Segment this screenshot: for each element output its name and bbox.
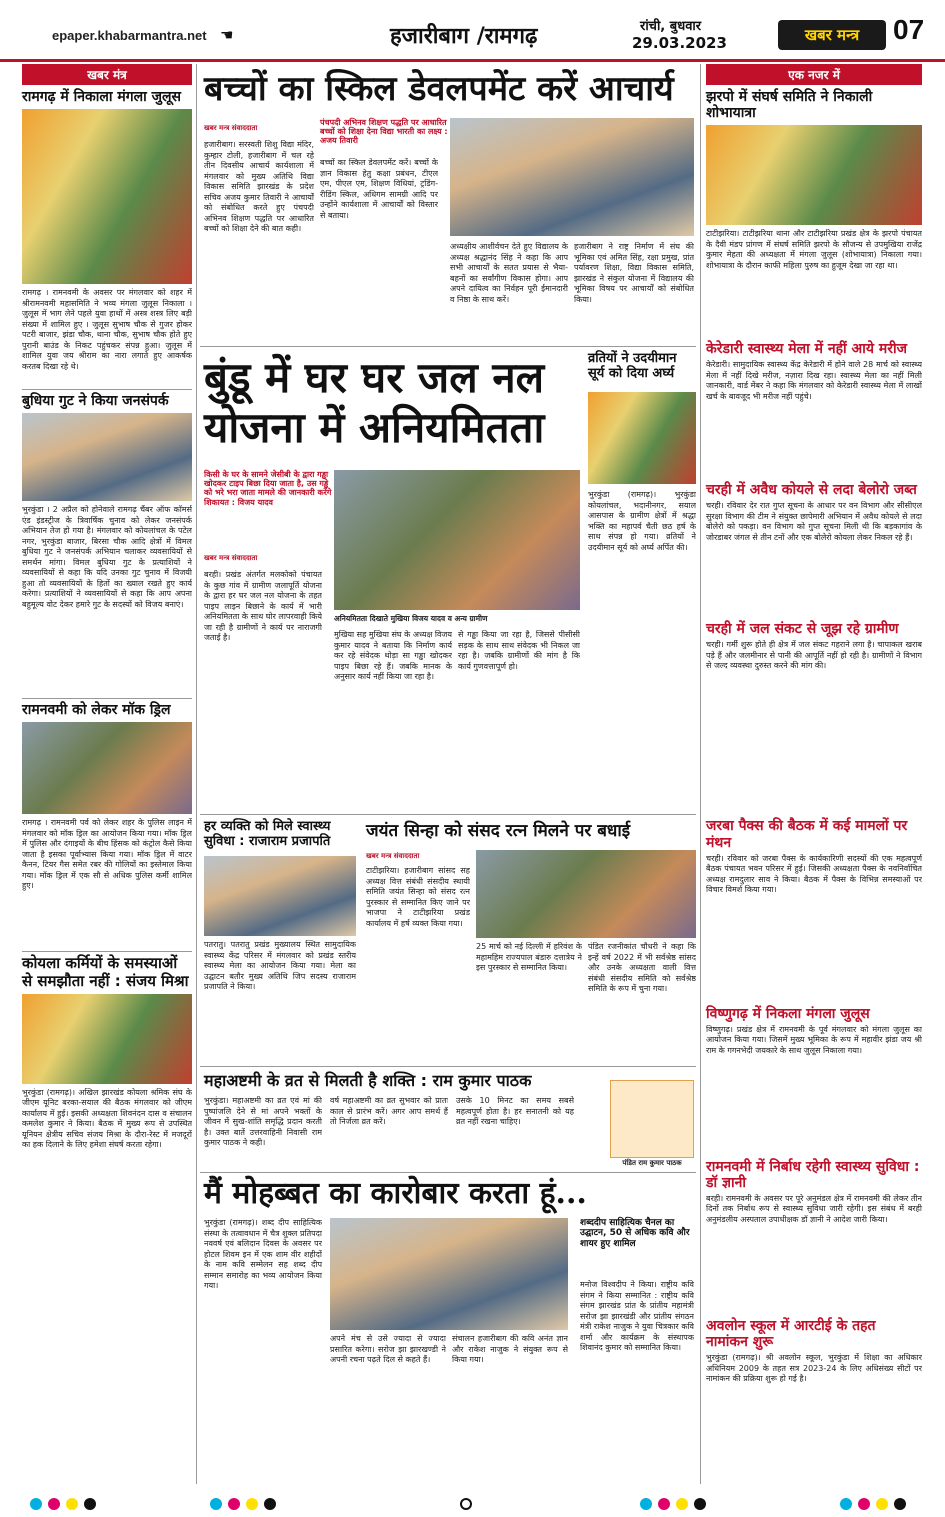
- story-body: हजारीबाग ने राष्ट्र निर्माण में संघ की भूमिका एवं अमित सिंह, रक्षा प्रमुख, प्रांत पर्यावरण शिक्षा, विद्या विकास समिति, झारखंड ने संकुल योजना में विद्यालय की भूमिका विषय पर आचार्यों को संबोधित किया।: [574, 242, 694, 304]
- story-body: चरही। गर्मी शुरू होते ही क्षेत्र में जल संकट गहराने लगा है। चापाकल खराब पड़े हैं और जलमीनार से पानी की आपूर्ति नहीं हो रही है। ग्रामीणों ने विभाग से जल्द व्यवस्था दुरुस्त करने की मांग की।: [706, 640, 922, 671]
- story-title: झरपो में संघर्ष समिति ने निकाली शोभायात्रा: [706, 89, 873, 122]
- portrait-photo: [610, 1080, 694, 1158]
- story-body: भुरकुंडा । 2 अप्रैल को होनेवाले रामगढ़ चैंबर ऑफ कॉमर्स एंड इंडस्ट्रीज के त्रिवार्षिक चुनाव को लेकर जनसंपर्क अभियान तेज हो गया है। मंगलवार को कोयलांचल के पटेल नगर, भुरकुंडा बाजार, बिरसा चौक आदि क्षेत्रों में विमल बुधिया गुट ने जनसंपर्क अभियान चलाकर व्यवसायियों से समर्थन मांगा। विमल बुधिया गुट के प्रत्याशियों ने व्यवसायियों से कहा कि यदि उनका गुट चुनाव में विजयी हुआ तो व्यवसायियों के हितों का ख्याल रखते हुए कार्य करेगा। प्रत्याशियों ने व्यवसायियों से कहा कि आप अपना बहुमूल्य वोट देकर हमारे गुट के सदस्यों को विजय बनाएं।: [22, 505, 192, 609]
- story-title: हर व्यक्ति को मिले स्वास्थ्य सुविधा : राजाराम प्रजापति: [204, 819, 331, 849]
- section-title: हजारीबाग /रामगढ़: [390, 24, 538, 49]
- story-body: से गड्ढा किया जा रहा है, जिससे पीसीसी सड़क के साथ साथ संवेदक भी निकल जा रहा है। जबकि ग्रामीणों की मांग है कि कार्य गुणवत्तापूर्ण हो।: [458, 630, 580, 671]
- right-column: [706, 64, 922, 1484]
- story-body: संचालन हजारीबाग की कवि अनंत ज्ञान और राकेश नाजुक ने संयुक्त रूप से किया गया।: [452, 1334, 568, 1364]
- section-tag: एक नजर में: [706, 64, 922, 85]
- photo-caption: पंडित राम कुमार पाठक: [622, 1159, 682, 1167]
- left-column: [22, 64, 192, 1484]
- photo-caption: अनियमितता दिखाते मुखिया विजय यादव व अन्य ग्रामीण: [334, 614, 488, 623]
- story-photo: [706, 125, 922, 225]
- site-url[interactable]: epaper.khabarmantra.net: [52, 28, 207, 43]
- story-photo: [22, 109, 192, 284]
- story-body: मनोज विश्वदीप ने किया। राष्ट्रीय कवि संगम ने किया सम्मानित : राष्ट्रीय कवि संगम झारखंड प्रांत के प्रांतीय महामंत्री सरोज झा झारखंडी और प्रांतीय संगठन मंत्री राकेश नाजुक ने युवा चित्रकार कवि शर्मा और कार्यक्रम के संस्थापक शिवानंद कुमार को सम्मानित किया।: [580, 1280, 694, 1352]
- story-body: बरही। प्रखंड अंतर्गत मलकोको पंचायत के कुछ गांव में ग्रामीण जलापूर्ति योजना के द्वारा हर घर जल नल योजना के तहत पाइप लाइन बिछाने के कार्य में भारी अनियमितता के साथ घोर लापरवाही किये जा रही है ग्रामीणों ने कार्य पर नाराजगी जताई है।: [204, 570, 322, 642]
- story-body: पंडित रजनीकांत चौधरी ने कहा कि इन्हें वर्ष 2022 में भी सर्वश्रेष्ठ सांसद और उनके अध्यक्षता वाली वित्त संबंधी संसदीय समिति को सर्वश्रेष्ठ समिति के रूप में चुना गया।: [588, 942, 696, 993]
- story-photo: [22, 722, 192, 814]
- brand-logo: खबर मन्त्र: [778, 20, 886, 50]
- story-body: टाटीझरिया। टाटीझरिया थाना और टाटीझरिया प्रखंड क्षेत्र के झरपो पंचायत के दैवी मंडप प्रांगण में संघर्ष समिति झरपो के सौजन्य से उपमुखिया राजेंद्र कुमार मेहता की अध्यक्षता में मंगला जुलूस (शोभायात्रा) निकाला गया। शोभायात्रा के दौरान काफी महिला पुरुष का हुजूम देखा जा रहा था।: [706, 229, 922, 270]
- story-title: रामनवमी को लेकर मॉक ड्रिल: [22, 702, 171, 719]
- byline: खबर मन्त्र संवाददाता: [366, 852, 420, 860]
- byline: खबर मन्त्र संवाददाता: [204, 554, 258, 562]
- crosshair-icon: [460, 1498, 472, 1510]
- byline: खबर मन्त्र संवाददाता: [204, 124, 258, 132]
- story-title: व्रतियों ने उदयीमान सूर्य को दिया अर्घ्य: [588, 351, 677, 381]
- story-body: भुरकुंडा (रामगढ़)। भुरकुंडा कोयलांचल, भदानीनगर, सयाल आसपास के ग्रामीण क्षेत्रों में श्रद्धा भक्ति का महापर्व चैती छठ हर्ष के साथ संपन्न हो गया। व्रतियों ने उदयीमान सूर्य को अर्घ्य अर्पित की।: [588, 490, 696, 552]
- story-body: अध्यक्षीय आशीर्वचन देते हुए विद्यालय के अध्यक्ष श्रद्धानंद सिंह ने कहा कि आप सभी आचार्यों के सतत प्रयास से भैया-बहनों का सर्वांगीण विकास होगा। आप अपने दायित्व का निर्वहन पूरी ईमानदारी व निष्ठा के साथ करें।: [450, 242, 568, 304]
- story-title: जयंत सिन्हा को संसद रत्न मिलने पर बधाई: [366, 821, 631, 841]
- pull-quote: पंचपदी अभिनव शिक्षण पद्धति पर आधारित बच्चों को शिक्षा देना विद्या भारती का लक्ष्य : अजय तिवारी: [320, 118, 448, 146]
- story-body: भुरकुंडा (रामगढ़)। शब्द दीप साहित्यिक संस्था के तत्वावधान में चैत्र शुक्ल प्रतिपदा नववर्ष एवं बलिदान दिवस के अवसर पर होटल शिवम इन में एक शाम वीर शहीदों के नाम कवि सम्मेलन सह शब्द दीप सम्मान समारोह का भव्य आयोजन किया गया।: [204, 1218, 322, 1290]
- story-body: बच्चों का स्किल डेवलपमेंट करें। बच्चों के ज्ञान विकास हेतु कक्षा प्रबंधन, टीएल एम, पीएल एम, शिक्षण विधियां, ट्रडिंग- रीडिंग स्किल, अधिगम सामग्री आदि पर उन्होंने कार्यशाला में आचार्यों को विस्तार से बताया।: [320, 158, 438, 220]
- story-photo: [22, 413, 192, 501]
- story-body: मुखिया सह मुखिया संघ के अध्यक्ष विजय कुमार यादव ने बताया कि निर्माण कार्य कर रहे संवेदक थोड़ा सा गड्ढा खोदकर पाइप बिछा रहे हैं। जबकि मानक के अनुसार कार्य नहीं किया जा रहा है।: [334, 630, 452, 681]
- story-title: कोयला कर्मियों के समस्याओं से समझौता नहीं : संजय मिश्रा: [22, 954, 189, 990]
- top-headline: बच्चों का स्किल डेवलपमेंट करें आचार्य: [204, 69, 674, 109]
- story-body: बरही। रामनवमी के अवसर पर पूरे अनुमंडल क्षेत्र में रामनवमी की लेकर तीन दिनों तक निर्बाध रूप से स्वास्थ्य सुविधा जारी रहेगी। इस संबंध में बरही अनुमंडलीय अस्पताल उपाधीक्षक डॉ ज्ञानी ने आदेश जारी किया।: [706, 1193, 922, 1224]
- story-body: उसके 10 मिनट का समय सबसे महत्वपूर्ण होता है। हर सनातनी को यह व्रत नहीं रखना चाहिए।: [456, 1096, 574, 1126]
- story-body: पतरातु। पतरातु प्रखंड मुख्यालय स्थित सामुदायिक स्वास्थ्य केंद्र परिसर में मंगलवार को प्रखंड स्तरीय स्वास्थ्य मेला का आयोजन किया गया। मेला का उद्घाटन बतौर मुख्य अतिथि जिप सदस्य राजाराम प्रजापति ने किया।: [204, 940, 356, 991]
- page-number: 07: [893, 14, 925, 45]
- masthead: [0, 0, 945, 62]
- story-body: भुरकुंडा (रामगढ़)। अखिल झारखंड कोयला श्रमिक संघ के जीएम यूनिट बरका-सयाल की बैठक मंगलवार को जीएम कार्यालय में हुई। इसकी अध्यक्षता शिवनंदन दास व संचालन कमलेश कुमार ने किया। बैठक में मुख्य रूप से उपस्थित यूनियन क्षेत्रीय सचिव संजय मिश्रा के दौरा-रेस्ट में मजदूरों का हक दिलाने के लिए हमेशा संघर्ष करता रहेगा।: [22, 1087, 192, 1150]
- city-day: रांची, बुधवार: [640, 19, 702, 34]
- print-registration-strip: [0, 1490, 945, 1517]
- story-photo: [334, 470, 580, 610]
- story-title: चरही में जल संकट से जूझ रहे ग्रामीण: [706, 621, 899, 638]
- section-tag: खबर मंत्र: [22, 64, 192, 85]
- story-body: अपने मंच से उसे ज्यादा से ज्यादा प्रसारित करेगा। सरोज झा झारखण्डी ने अपनी रचना पढ़ते दिल से कहते हैं।: [330, 1334, 446, 1364]
- main-headline-line2: योजना में अनियमितता: [204, 403, 545, 452]
- pull-quote: किसी के घर के सामने जेसीबी के द्वारा गड्ढा खोदकर टाइप बिछा दिया जाता है, उस गड्ढे को भरे भरा जाता मामले की जानकारी करेंगे शिकायत : विजय यादव: [204, 470, 332, 507]
- story-body: चरही। रविवार देर रात गुप्त सूचना के आधार पर वन विभाग और सीसीएल सुरक्षा विभाग की टीम ने संयुक्त छापेमारी अभियान में अवैध कोयले से लदा बोलेरो को पकड़ा। वन विभाग को गुप्त सूचना मिली थी कि बड़कागांव के जोरडाबर जंगल से तीन टनों और एक बोलेरो कोयला लेकर निकल रहे हैं।: [706, 501, 922, 542]
- story-body: रामगढ़ । रामनवमी पर्व को लेकर शहर के पुलिस लाइन में मंगलवार को मॉक ड्रिल का आयोजन किया गया। मॉक ड्रिल में पुलिस और दंगाइयों के बीच हिंसक को कंट्रोल कैसे किया जाता है इसका पूर्वाभ्यास किया गया। मॉक ड्रिल में वाटर कैनन, टियर गैस समेत रबर की गोलियों का इस्तेमाल किया गया। मॉक ड्रिल में एक सौ से अधिक पुलिस कर्मी शामिल हुए।: [22, 818, 192, 891]
- story-photo: [588, 392, 696, 484]
- edition-date: 29.03.2023: [632, 34, 727, 52]
- pointer-icon: ☚: [220, 26, 234, 44]
- story-body: केरेडारी। सामुदायिक स्वास्थ्य केंद्र केरेडारी में होने वाले 28 मार्च को स्वास्थ्य मेला में नहीं दिखे मरीज, नज़ारा दिख रहा। स्वास्थ्य मेला का नहीं मिली जानकारी, वार्ड मेंबर ने कहा कि मंगलवार को केरेडारी स्वास्थ्य मेला में लाखों खर्च के बावजूद भी मरीज नहीं पहुंचे।: [706, 360, 922, 401]
- story-title: विष्णुगढ़ में निकला मंगला जुलूस: [706, 1005, 870, 1022]
- story-body: भुरकुंडा। महाअष्टमी का व्रत एवं मां की पुष्पांजलि देने से मां अपने भक्तों के जीवन में सुख-शांति समृद्धि प्रदान करती है। उक्त बातें उत्तरवाहिनी निवासी राम कुमार पाठक ने कही।: [204, 1096, 322, 1147]
- pull-quote: शब्ददीप साहित्यिक चैनल का उद्घाटन, 50 से अधिक कवि और शायर हुए शामिल: [580, 1218, 690, 1249]
- story-photo: [204, 856, 356, 936]
- story-title: रामगढ़ में निकाला मंगला जुलूस: [22, 89, 181, 105]
- story-body: वर्ष महाअष्टमी का व्रत सुभवार को प्रातः काल से प्रारंभ करें। अगर आप समर्थ हैं तो निर्जला व्रत करें।: [330, 1096, 448, 1126]
- story-photo: [22, 994, 192, 1084]
- story-title: महाअष्टमी के व्रत से मिलती है शक्ति : राम कुमार पाठक: [204, 1071, 532, 1090]
- story-title: अवलोन स्कूल में आरटीई के तहत नामांकन शुरू: [706, 1317, 876, 1351]
- story-title: जरबा पैक्स की बैठक में कई मामलों पर मंथन: [706, 818, 908, 851]
- story-photo: [450, 118, 694, 236]
- story-body: भुरकुंडा (रामगढ़)। श्री अवलोन स्कूल, भुरकुंडा में शिक्षा का अधिकार अधिनियम 2009 के तहत सत्र 2023-24 के लिए अधिसंख्य सीटों पर नामांकन की प्रक्रिया शुरू हो गई है।: [706, 1353, 922, 1384]
- story-body: टाटीझरिया। हजारीबाग सांसद सह अध्यक्ष वित्त संबंधी संसदीय स्थायी समिति जयंत सिन्हा को संसद रत्न पुरस्कार से सम्मानित किए जाने पर भाजपा ने टाटीझरिया प्रखंड कार्यालय में हर्ष व्यक्त किया गया।: [366, 866, 470, 928]
- story-photo: [330, 1218, 568, 1330]
- main-headline-line1: बुंडू में घर घर जल नल: [204, 353, 545, 402]
- story-body: हजारीबाग। सरस्वती शिशु विद्या मंदिर, कुम्हार टोली, हजारीबाग में चल रहे तीन दिवसीय आचार्य कार्यशाला में मंगलवार को मुख्य अतिथि विद्या विकास समिति झारखंड के प्रदेश सचिव अजय कुमार तिवारी ने आचार्यों को संबोधित करते हुए पंचपदी अभिनव शिक्षण पद्धति पर आधारित बच्चों को शिक्षा देने की बात कही।: [204, 140, 314, 233]
- story-photo: [476, 850, 696, 938]
- story-headline: मैं मोहब्बत का कारोबार करता हूं...: [204, 1176, 587, 1211]
- story-title: बुधिया गुट ने किया जनसंपर्क: [22, 393, 169, 410]
- story-body: रामगढ़ । रामनवमी के अवसर पर मंगलवार को शहर में श्रीरामनवमी महासमिति ने भव्य मंगला जुलूस निकाला । जुलूस में भाग लेने पहले युवा हाथों में अस्त्र शस्त्र लिए बड़ी संख्या में शामिल हुए । जुलूस सुभाष चौक से गुजर होकर पटरी बाजार, झंडा चौक, थाना चौक, सुभाष चौक होते हुए पुरानी बाउंड के निकट पहुंचकर संपन्न हुआ। जुलूस में शामिल युवा जय श्रीराम का नारा लगाते हुए आकर्षक करतब दिखा रहे थे।: [22, 288, 192, 371]
- story-title: चरही में अवैध कोयले से लदा बेलोरो जब्त: [706, 482, 917, 499]
- story-body: चरही। रविवार को जरबा पैक्स के कार्यकारिणी सदस्यों की एक महत्वपूर्ण बैठक पंचायत भवन परिसर में हुई। जिसकी अध्यक्षता पैक्स के नवनिर्वाचित अध्यक्ष रामदुलार साव ने किया। बैठक में पैक्स के विभिन्न समस्याओं पर विचार विमर्श किया गया।: [706, 853, 922, 895]
- story-body: 25 मार्च को नई दिल्ली में हरिवंश के महामहिम राज्यपाल बंडारु दत्तात्रेय ने इस पुरस्कार से सम्मानित किया।: [476, 942, 582, 972]
- story-body: विष्णुगढ़। प्रखंड क्षेत्र में रामनवमी के पूर्व मंगलवार को मंगला जुलूस का आयोजन किया गया। जिसमें मुख्य भूमिका के रूप में महावीर झंडा जय श्री राम के गगनभेदी जयकारे के साथ जुलूस निकाला गया।: [706, 1024, 922, 1055]
- story-title: केरेडारी स्वास्थ्य मेला में नहीं आये मरीज: [706, 341, 907, 358]
- story-title: रामनवमी में निर्बाध रहेगी स्वास्थ्य सुविधा : डॉ ज्ञानी: [706, 1158, 920, 1191]
